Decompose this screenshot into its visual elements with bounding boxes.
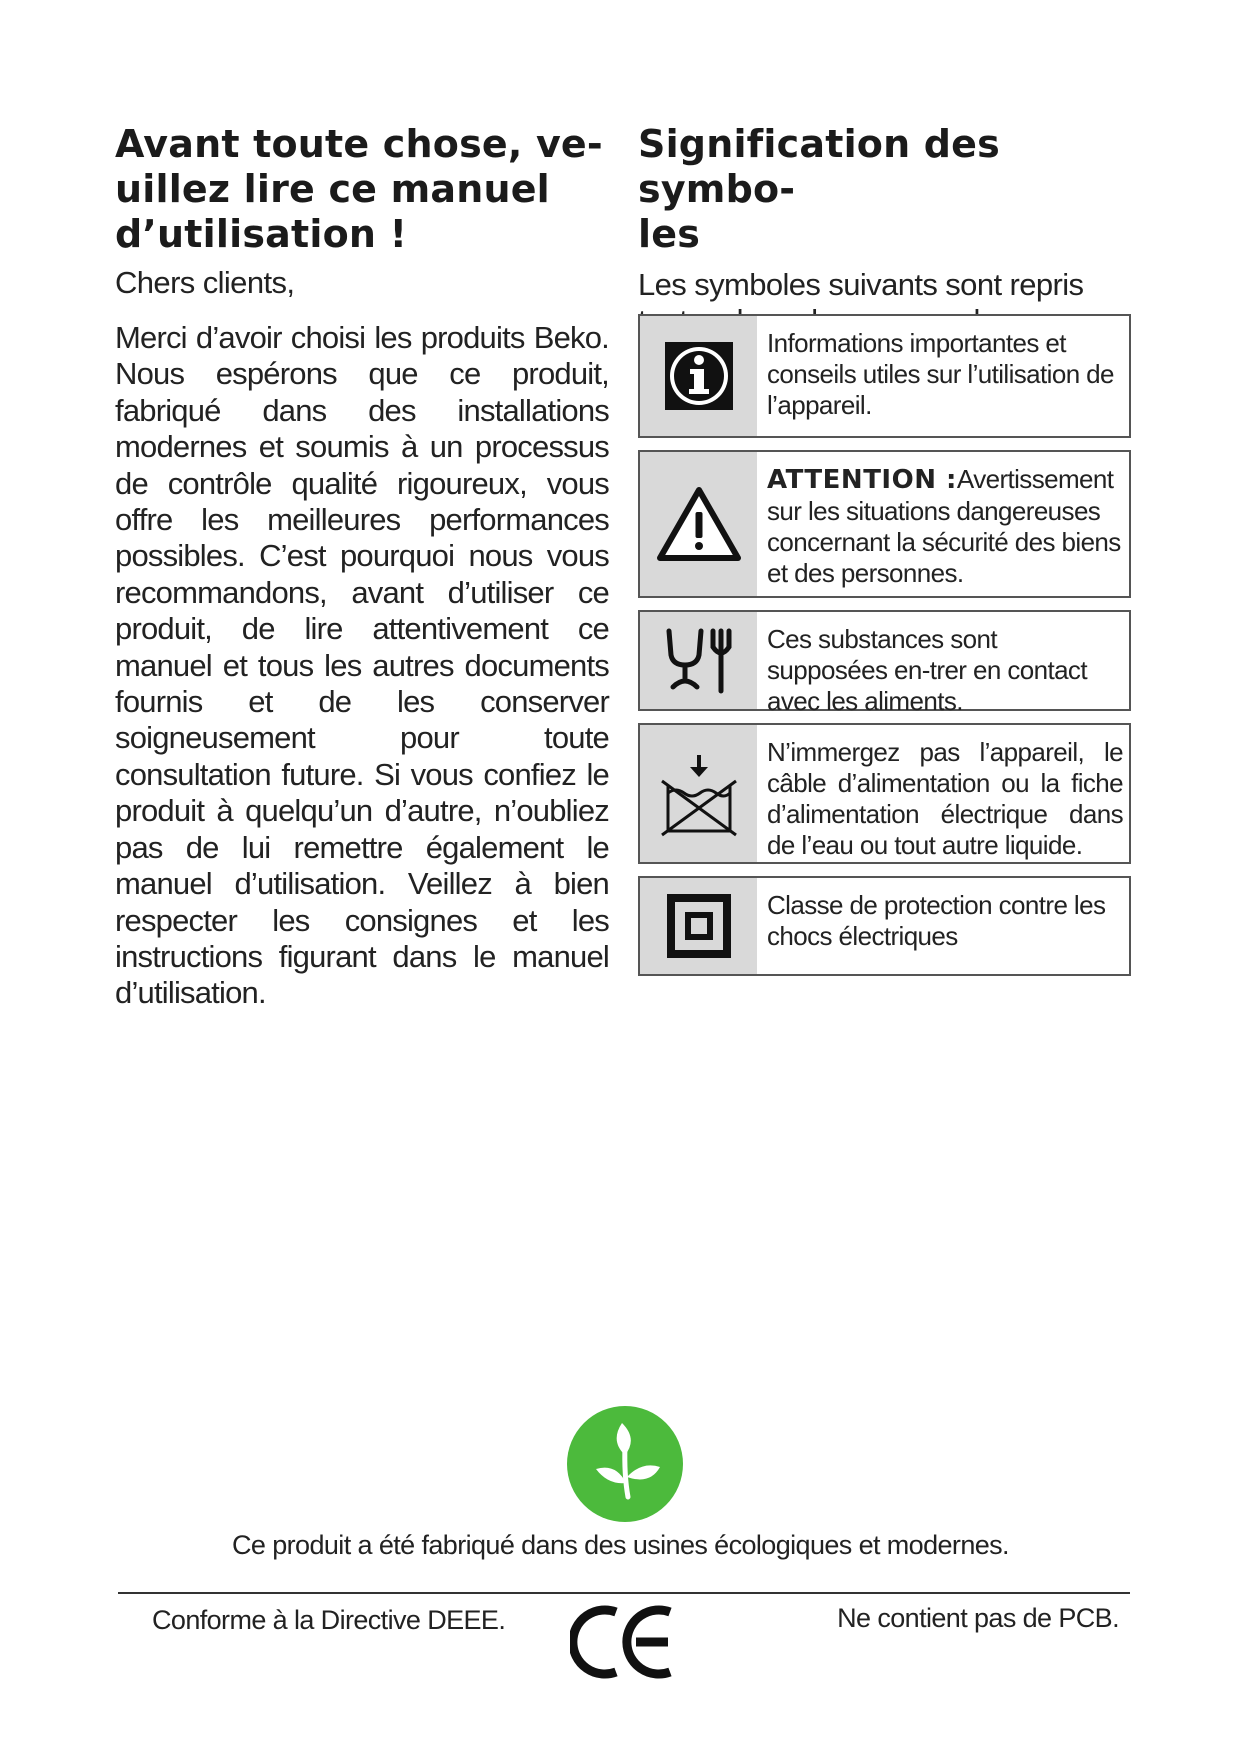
- double-insulation-icon: [640, 878, 757, 974]
- attention-label: ATTENTION :: [767, 465, 957, 495]
- symbols-title: [638, 122, 1130, 257]
- pcb-statement: Ne contient pas de PCB.: [837, 1603, 1119, 1633]
- symbol-description: [757, 452, 1129, 596]
- intro-paragraph: Merci d’avoir choisi les produits Beko. Nous espérons que ce produit, fabriqué dans des installations modernes et soumis à un processus de contrôle qualité rigoureux, vous offre les meilleures performances possibles. C’est pourquoi nous vous recommandons, avant d’utiliser ce produit, de lire attentivement ce manuel et tous les autres documents fournis et de les conserver soigneusement pour toute consultation future. Si vous confiez le produit à quelqu’un d’autre, n’oubliez pas de lui remettre également le manuel d’utilisation. Veillez à bien respecter les consignes et les instructions figurant dans le manuel d’utilisation.: [115, 320, 609, 1011]
- symbol-description: Ces substances sont supposées en-trer en contact avec les aliments.: [767, 624, 1087, 716]
- footer-divider: [118, 1592, 1130, 1594]
- info-icon: [640, 316, 757, 436]
- symbol-row-warning: [638, 450, 1131, 598]
- greeting: Chers clients,: [115, 265, 295, 300]
- symbol-description: N’immergez pas l’appareil, le câble d’alimentation ou la fiche d’alimentation électrique dans de l’eau ou tout autre liquide.: [767, 737, 1123, 860]
- symbol-description: Classe de protection contre les chocs électriques: [767, 890, 1106, 951]
- symbols-column: [638, 122, 1130, 339]
- symbols-title-line: les: [638, 212, 701, 256]
- intro-title-line: uillez lire ce manuel: [115, 167, 550, 211]
- symbols-intro: Les symboles suivants sont repris: [638, 267, 1084, 302]
- intro-column: [115, 122, 609, 1012]
- symbol-list: [638, 314, 1131, 988]
- symbol-row-protection-class: [638, 876, 1131, 976]
- eco-statement: Ce produit a été fabriqué dans des usines écologiques et modernes.: [232, 1530, 1009, 1560]
- symbol-row-info: [638, 314, 1131, 438]
- weee-compliance: Conforme à la Directive DEEE.: [152, 1605, 506, 1635]
- do-not-immerse-icon: [640, 725, 757, 862]
- intro-title-line: Avant toute chose, ve-: [115, 122, 603, 166]
- symbols-title-line: Signification des symbo-: [638, 122, 1000, 211]
- symbol-row-do-not-immerse: [638, 723, 1131, 864]
- intro-title: [115, 122, 609, 257]
- ce-mark-icon: [570, 1604, 676, 1680]
- intro-title-line: d’utilisation !: [115, 212, 408, 256]
- symbol-row-food-contact: [638, 610, 1131, 716]
- attention-text: Avertissement sur les situations dangereuses concernant la sécurité des biens et des personnes.: [767, 464, 1121, 588]
- eco-leaf-icon: [566, 1405, 684, 1523]
- symbol-description: Informations importantes et conseils utiles sur l’utilisation de l’appareil.: [767, 328, 1114, 420]
- food-contact-icon: [640, 612, 757, 709]
- warning-triangle-icon: [640, 452, 757, 596]
